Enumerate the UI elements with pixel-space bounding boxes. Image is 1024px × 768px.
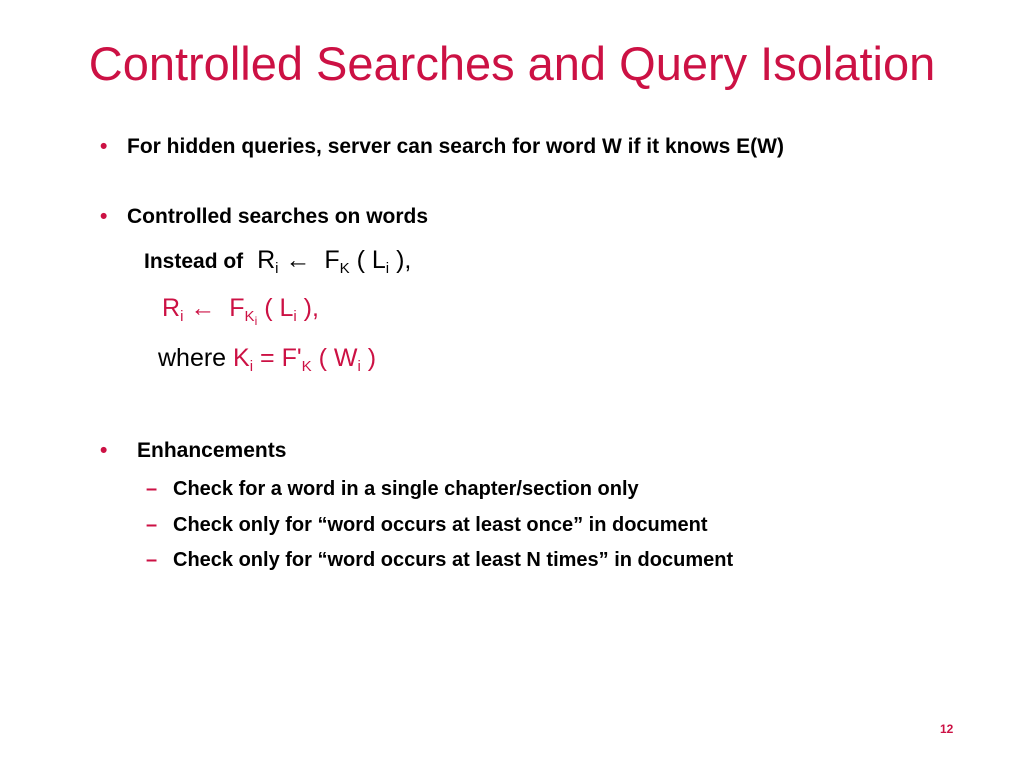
slide-title: Controlled Searches and Query Isolation (88, 37, 936, 90)
subscript-i: i (180, 308, 184, 325)
close-paren: ), (296, 294, 319, 322)
symbol-l: L (371, 246, 386, 274)
where-expression (233, 344, 377, 375)
symbol-w: W (333, 344, 358, 372)
sub-bullet-text: Check only for “word occurs at least once” in document (173, 514, 708, 536)
sub-bullet-dash: – (146, 478, 158, 500)
subscript-i: i (249, 358, 254, 375)
symbol-f: F (229, 294, 245, 322)
arrow-symbol: ← (190, 294, 216, 322)
subscript-k-i (244, 308, 258, 328)
subscript-k: K (339, 260, 350, 277)
sub-bullet-text: Check only for “word occurs at least N times” in document (173, 549, 734, 571)
formula-where (158, 344, 376, 375)
subscript-k: K (244, 308, 255, 325)
symbol-f: F (324, 246, 340, 274)
symbol-l: L (279, 294, 294, 322)
symbol-k: K (233, 344, 250, 372)
close-paren: ), (389, 246, 412, 274)
close-paren: ) (360, 344, 377, 372)
symbol-r: R (257, 246, 276, 274)
subscript-i: i (275, 260, 279, 277)
sub-bullet-text: Check for a word in a single chapter/section only (173, 478, 639, 500)
bullet-marker: • (100, 439, 108, 462)
open-paren: ( (318, 344, 334, 372)
formula-controlled (162, 294, 319, 328)
where-label: where (158, 344, 227, 372)
subscript-i: i (357, 358, 361, 375)
sub-bullet-item (146, 475, 639, 503)
subscript-k: K (301, 358, 312, 375)
symbol-r: R (162, 294, 181, 322)
bullet-marker: • (100, 205, 108, 228)
formula-instead-of (144, 246, 411, 277)
open-paren: ( (356, 246, 372, 274)
bullet-text: Enhancements (137, 439, 287, 462)
sub-bullet-item (146, 511, 708, 539)
sub-bullet-dash: – (146, 549, 158, 571)
sub-bullet-dash: – (146, 514, 158, 536)
bullet-text: For hidden queries, server can search for word W if it knows E(W) (127, 135, 784, 158)
bullet-marker: • (100, 135, 108, 158)
open-paren: ( (264, 294, 280, 322)
page-number: 12 (940, 722, 954, 736)
subscript-i: i (254, 314, 258, 328)
bullet-text: Controlled searches on words (127, 205, 429, 228)
equals-sign: = (253, 344, 282, 372)
arrow-symbol: ← (285, 246, 311, 274)
sub-bullet-item (146, 546, 733, 574)
symbol-f-prime: F' (281, 344, 302, 372)
subscript-i: i (385, 260, 390, 277)
instead-of-label: Instead of (144, 250, 244, 273)
subscript-i: i (293, 308, 297, 325)
